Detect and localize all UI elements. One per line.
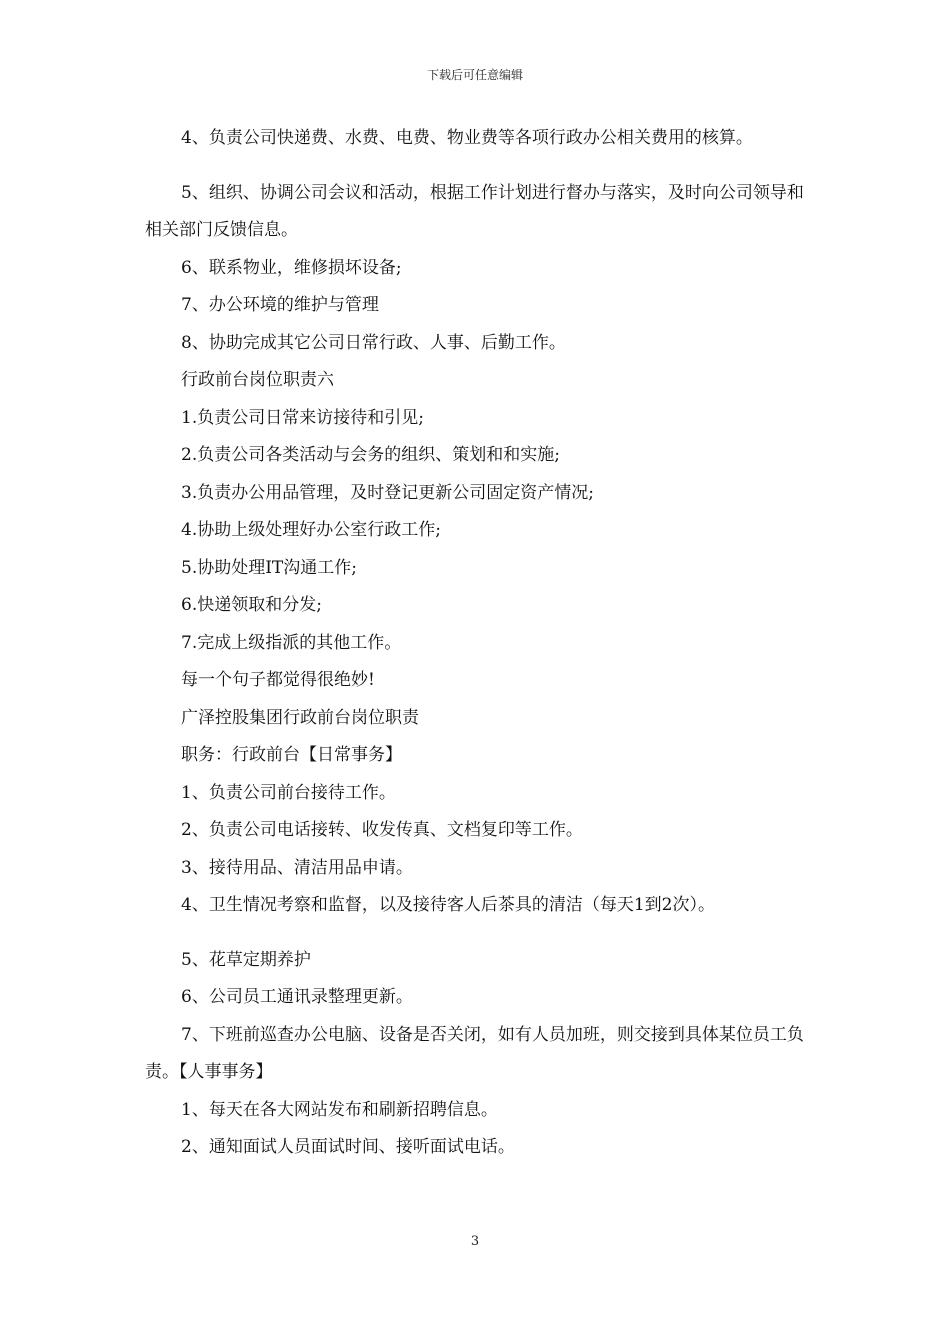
paragraph: 4、卫生情况考察和监督，以及接待客人后茶具的清洁（每天1到2次）。 bbox=[181, 895, 715, 915]
section-heading: 广泽控股集团行政前台岗位职责 bbox=[181, 707, 419, 728]
paragraph: 2.负责公司各类活动与会务的组织、策划和和实施; bbox=[181, 445, 560, 465]
paragraph: 6、公司员工通讯录整理更新。 bbox=[181, 987, 413, 1007]
paragraph: 5、花草定期养护 bbox=[181, 949, 311, 970]
paragraph: 7、办公环境的维护与管理 bbox=[181, 295, 379, 315]
paragraph: 6.快递领取和分发; bbox=[181, 595, 322, 615]
paragraph: 6、联系物业，维修损坏设备; bbox=[181, 257, 402, 278]
paragraph: 5.协助处理IT沟通工作; bbox=[181, 557, 358, 578]
paragraph: 1、负责公司前台接待工作。 bbox=[181, 782, 396, 803]
paragraph: 3、接待用品、清洁用品申请。 bbox=[181, 857, 413, 878]
paragraph: 每一个句子都觉得很绝妙! bbox=[181, 670, 375, 690]
document-body bbox=[145, 120, 817, 1167]
page-header: 下载后可任意编辑 bbox=[426, 68, 523, 82]
paragraph: 2、通知面试人员面试时间、接听面试电话。 bbox=[181, 1137, 515, 1157]
paragraph: 7、下班前巡查办公电脑、设备是否关闭，如有人员加班，则交接到具体某位员工负责。【人事事务】 bbox=[145, 1024, 804, 1082]
paragraph: 4、负责公司快递费、水费、电费、物业费等各项行政办公相关费用的核算。 bbox=[181, 128, 753, 148]
paragraph: 1、每天在各大网站发布和刷新招聘信息。 bbox=[181, 1099, 498, 1120]
section-heading: 行政前台岗位职责六 bbox=[181, 370, 334, 390]
paragraph: 8、协助完成其它公司日常行政、人事、后勤工作。 bbox=[181, 332, 566, 353]
page-number: 3 bbox=[470, 1234, 480, 1249]
paragraph: 职务：行政前台【日常事务】 bbox=[181, 745, 402, 765]
paragraph: 5、组织、协调公司会议和活动，根据工作计划进行督办与落实，及时向公司领导和相关部门反馈信息。 bbox=[145, 182, 804, 240]
paragraph: 3.负责办公用品管理，及时登记更新公司固定资产情况; bbox=[181, 482, 594, 503]
paragraph: 1.负责公司日常来访接待和引见; bbox=[181, 407, 424, 428]
paragraph: 2、负责公司电话接转、收发传真、文档复印等工作。 bbox=[181, 820, 583, 840]
paragraph: 4.协助上级处理好办公室行政工作; bbox=[181, 520, 441, 540]
paragraph: 7.完成上级指派的其他工作。 bbox=[181, 632, 402, 653]
